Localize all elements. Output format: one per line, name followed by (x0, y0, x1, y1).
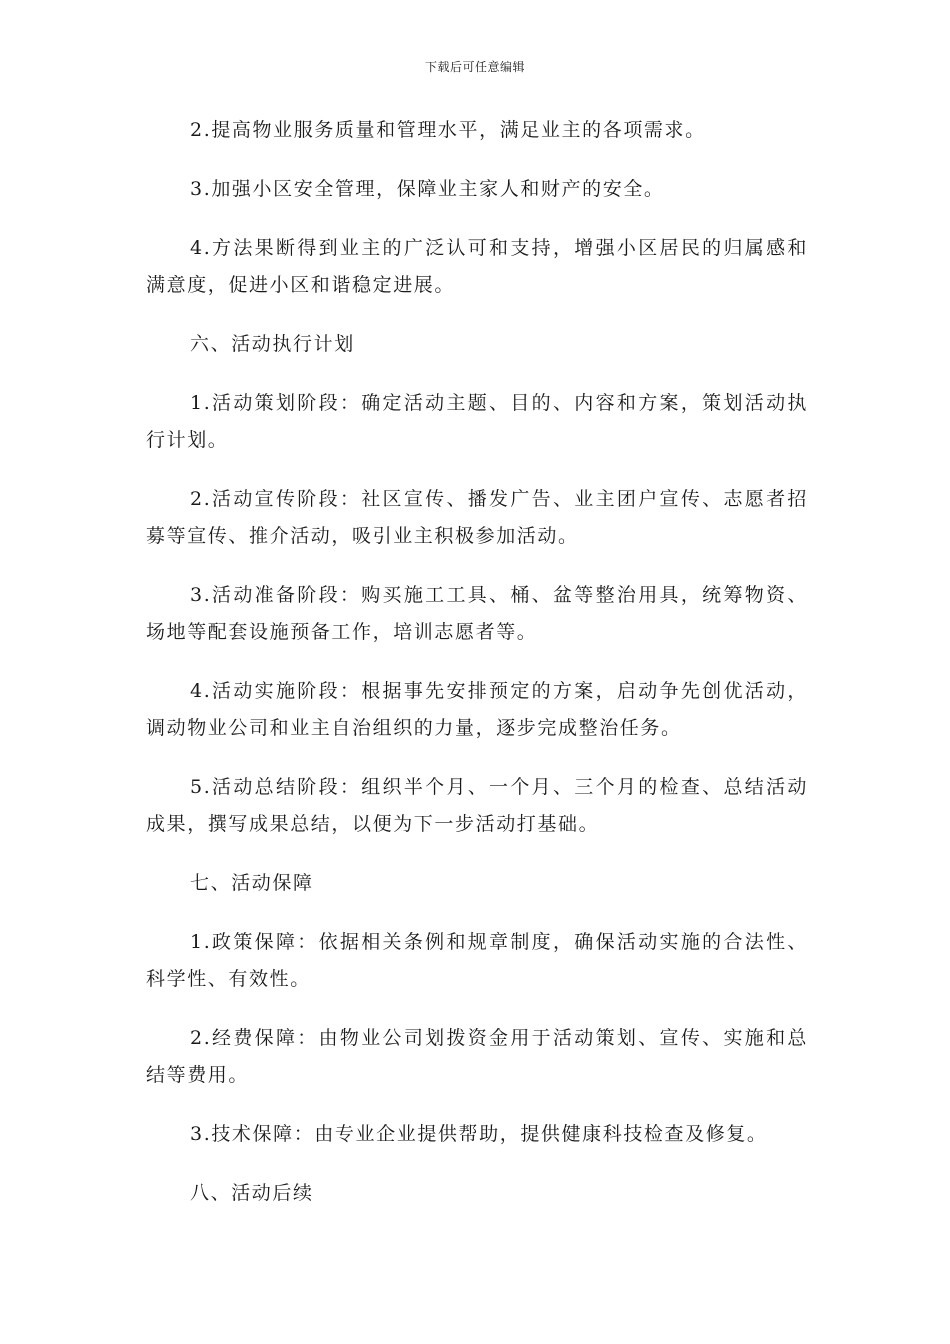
paragraph-plan-5: 5.活动总结阶段：组织半个月、一个月、三个月的检查、总结活动成果，撰写成果总结，以便为下一步活动打基础。 (146, 776, 808, 835)
section-heading-8: 八、活动后续 (190, 1182, 314, 1204)
page-header: 下载后可任意编辑 (424, 60, 525, 74)
paragraph-support-2: 2.经费保障：由物业公司划拨资金用于活动策划、宣传、实施和总结等费用。 (146, 1027, 808, 1086)
paragraph-goal-2: 2.提高物业服务质量和管理水平，满足业主的各项需求。 (190, 119, 706, 141)
paragraph-plan-3: 3.活动准备阶段：购买施工工具、桶、盆等整治用具，统筹物资、场地等配套设施预备工作，培训志愿者等。 (146, 584, 808, 643)
paragraph-plan-1: 1.活动策划阶段：确定活动主题、目的、内容和方案，策划活动执行计划。 (146, 392, 808, 451)
paragraph-plan-2: 2.活动宣传阶段：社区宣传、播发广告、业主团户宣传、志愿者招募等宣传、推介活动，吸引业主积极参加活动。 (146, 488, 808, 547)
paragraph-support-1: 1.政策保障：依据相关条例和规章制度，确保活动实施的合法性、科学性、有效性。 (146, 931, 808, 990)
paragraph-goal-4: 4.方法果断得到业主的广泛认可和支持，增强小区居民的归属感和满意度，促进小区和谐稳定进展。 (146, 237, 808, 296)
document-body (146, 112, 808, 1234)
paragraph-plan-4: 4.活动实施阶段：根据事先安排预定的方案，启动争先创优活动，调动物业公司和业主自治组织的力量，逐步完成整治任务。 (146, 680, 808, 739)
section-heading-7: 七、活动保障 (190, 872, 314, 894)
paragraph-goal-3: 3.加强小区安全管理，保障业主家人和财产的安全。 (190, 178, 665, 200)
section-heading-6: 六、活动执行计划 (190, 333, 355, 355)
paragraph-support-3: 3.技术保障：由专业企业提供帮助，提供健康科技检查及修复。 (190, 1123, 768, 1145)
